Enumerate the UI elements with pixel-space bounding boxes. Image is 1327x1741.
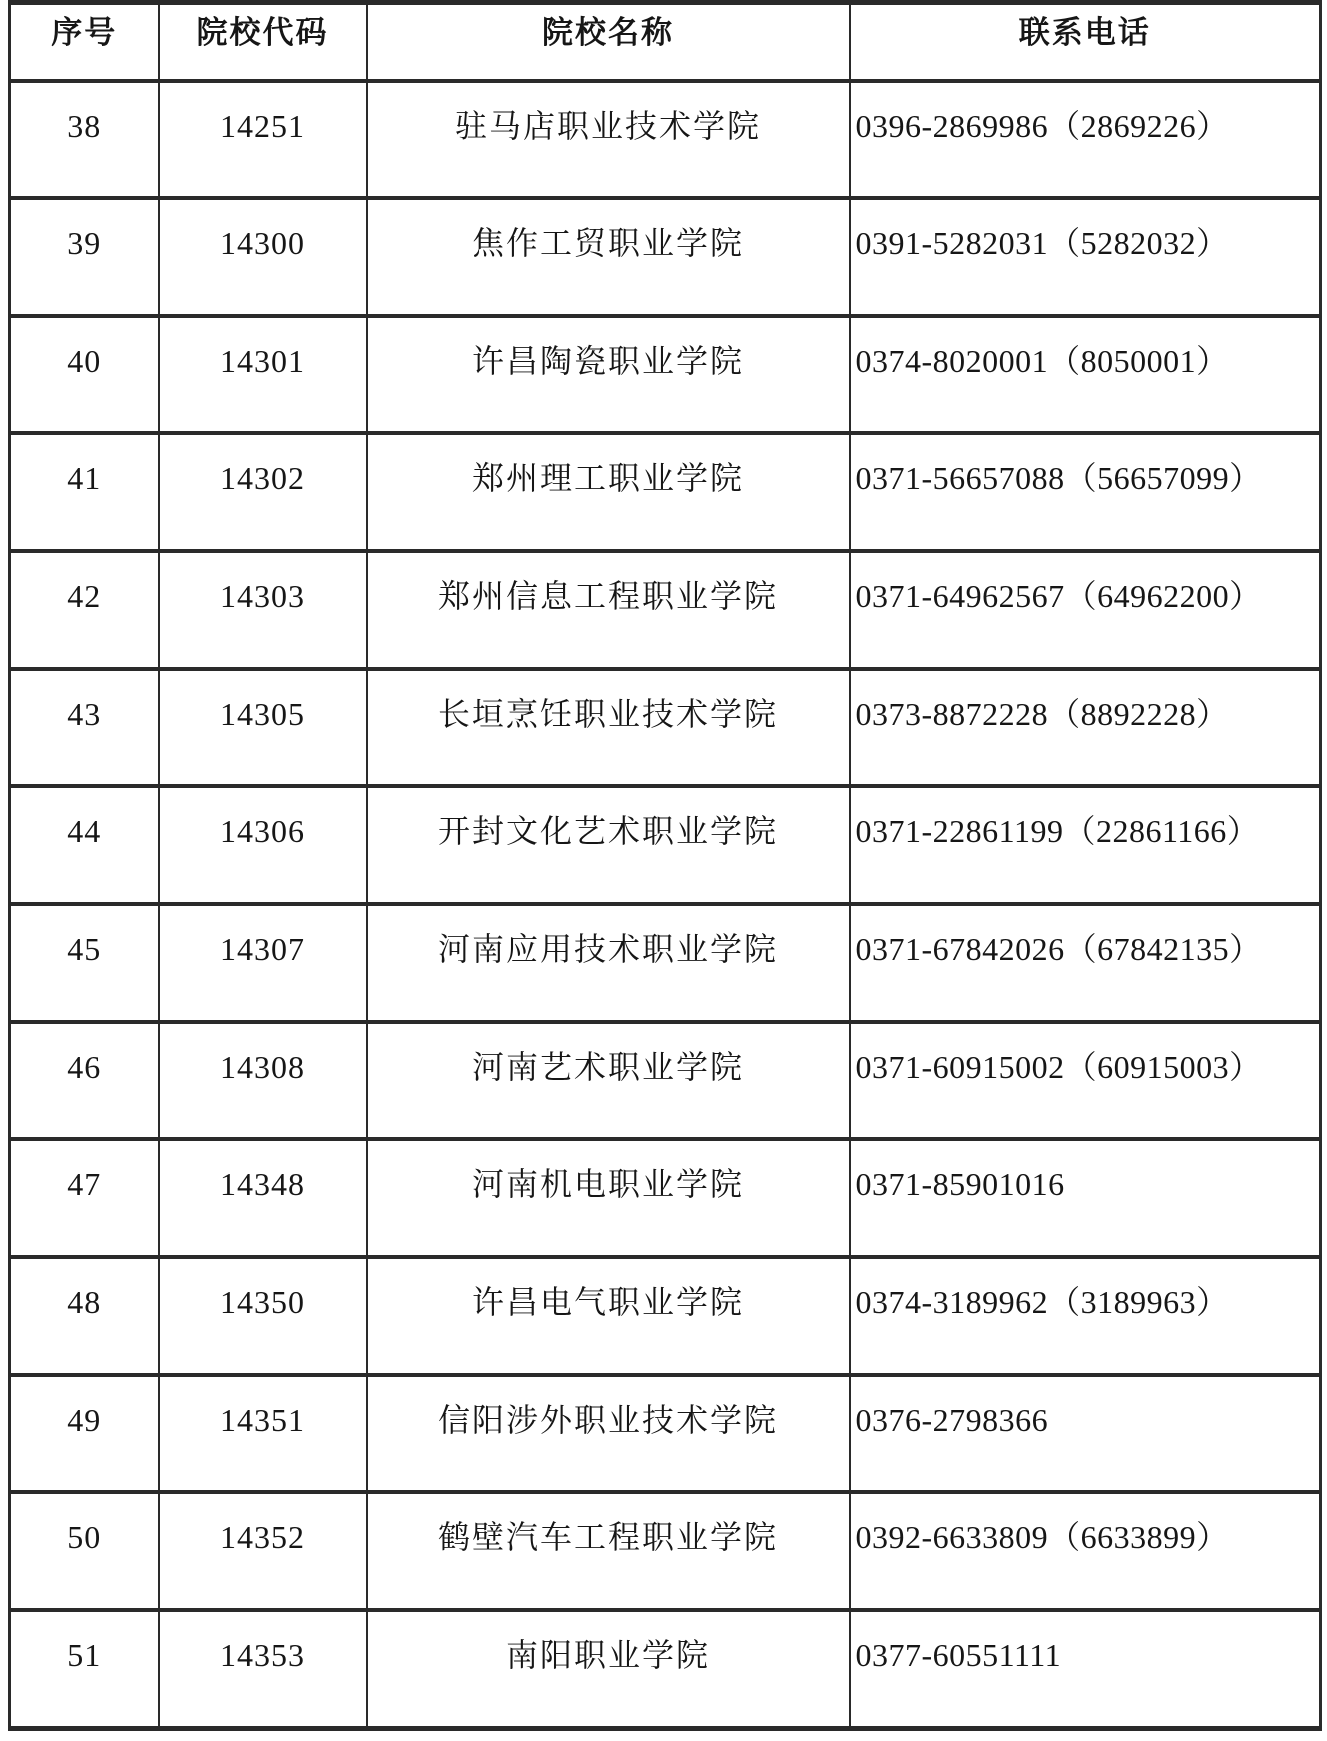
table-row [10, 1257, 1321, 1375]
table-row [10, 904, 1321, 1022]
cell-name: 焦作工贸职业学院 [367, 198, 850, 316]
cell-phone: 0371-67842026（67842135） [850, 904, 1321, 1022]
cell-name: 郑州信息工程职业学院 [367, 551, 850, 669]
cell-seq: 45 [10, 904, 159, 1022]
college-contact-table [8, 0, 1322, 1731]
cell-name: 许昌陶瓷职业学院 [367, 316, 850, 434]
cell-code: 14348 [159, 1139, 367, 1257]
table-row [10, 1139, 1321, 1257]
cell-phone: 0376-2798366 [850, 1375, 1321, 1493]
cell-code: 14308 [159, 1022, 367, 1140]
table-row [10, 786, 1321, 904]
cell-phone: 0374-8020001（8050001） [850, 316, 1321, 434]
table-row [10, 198, 1321, 316]
cell-phone: 0396-2869986（2869226） [850, 81, 1321, 199]
cell-code: 14301 [159, 316, 367, 434]
table-row [10, 81, 1321, 199]
cell-seq: 48 [10, 1257, 159, 1375]
cell-name: 河南艺术职业学院 [367, 1022, 850, 1140]
cell-seq: 42 [10, 551, 159, 669]
header-name: 院校名称 [367, 3, 850, 81]
cell-seq: 51 [10, 1610, 159, 1729]
cell-code: 14353 [159, 1610, 367, 1729]
table-row [10, 316, 1321, 434]
cell-code: 14350 [159, 1257, 367, 1375]
header-seq: 序号 [10, 3, 159, 81]
table-row [10, 433, 1321, 551]
cell-phone: 0371-85901016 [850, 1139, 1321, 1257]
cell-seq: 49 [10, 1375, 159, 1493]
cell-phone: 0391-5282031（5282032） [850, 198, 1321, 316]
cell-name: 郑州理工职业学院 [367, 433, 850, 551]
cell-name: 开封文化艺术职业学院 [367, 786, 850, 904]
cell-phone: 0371-56657088（56657099） [850, 433, 1321, 551]
cell-phone: 0371-22861199（22861166） [850, 786, 1321, 904]
table-row [10, 1492, 1321, 1610]
table-row [10, 1375, 1321, 1493]
cell-name: 南阳职业学院 [367, 1610, 850, 1729]
cell-phone: 0371-60915002（60915003） [850, 1022, 1321, 1140]
cell-seq: 38 [10, 81, 159, 199]
cell-seq: 47 [10, 1139, 159, 1257]
cell-seq: 43 [10, 669, 159, 787]
table-row [10, 1610, 1321, 1729]
header-phone: 联系电话 [850, 3, 1321, 81]
cell-code: 14305 [159, 669, 367, 787]
cell-seq: 50 [10, 1492, 159, 1610]
cell-name: 许昌电气职业学院 [367, 1257, 850, 1375]
cell-code: 14303 [159, 551, 367, 669]
cell-phone: 0377-60551111 [850, 1610, 1321, 1729]
cell-name: 信阳涉外职业技术学院 [367, 1375, 850, 1493]
cell-code: 14251 [159, 81, 367, 199]
cell-phone: 0373-8872228（8892228） [850, 669, 1321, 787]
cell-seq: 41 [10, 433, 159, 551]
cell-name: 河南应用技术职业学院 [367, 904, 850, 1022]
table-row [10, 669, 1321, 787]
cell-seq: 44 [10, 786, 159, 904]
header-code: 院校代码 [159, 3, 367, 81]
cell-phone: 0371-64962567（64962200） [850, 551, 1321, 669]
table-row [10, 551, 1321, 669]
cell-code: 14351 [159, 1375, 367, 1493]
cell-seq: 39 [10, 198, 159, 316]
cell-seq: 46 [10, 1022, 159, 1140]
cell-name: 长垣烹饪职业技术学院 [367, 669, 850, 787]
cell-code: 14307 [159, 904, 367, 1022]
table-row [10, 1022, 1321, 1140]
cell-name: 河南机电职业学院 [367, 1139, 850, 1257]
table-header-row [10, 3, 1321, 81]
cell-seq: 40 [10, 316, 159, 434]
cell-name: 驻马店职业技术学院 [367, 81, 850, 199]
cell-code: 14306 [159, 786, 367, 904]
cell-phone: 0392-6633809（6633899） [850, 1492, 1321, 1610]
cell-phone: 0374-3189962（3189963） [850, 1257, 1321, 1375]
cell-code: 14302 [159, 433, 367, 551]
cell-code: 14352 [159, 1492, 367, 1610]
cell-name: 鹤壁汽车工程职业学院 [367, 1492, 850, 1610]
cell-code: 14300 [159, 198, 367, 316]
